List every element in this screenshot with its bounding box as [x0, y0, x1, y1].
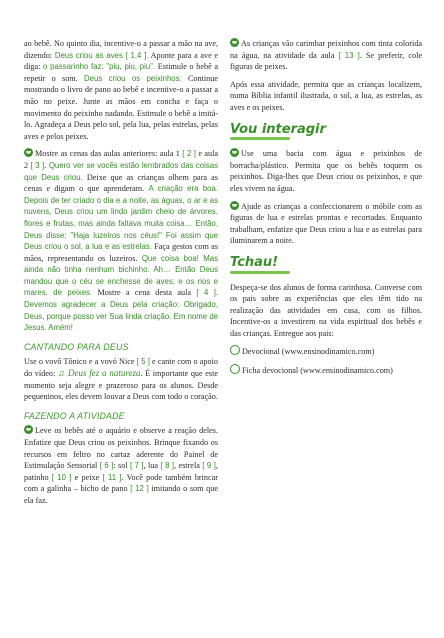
resource-ref: [ 8 ] [160, 461, 175, 471]
child-icon [230, 201, 239, 210]
text: e aula 2 [24, 149, 218, 170]
link-text[interactable]: Devocional (www.ensinodinamico.com) [242, 347, 375, 357]
text: Mostre a cena desta aula [92, 288, 197, 298]
paragraph-basin [230, 148, 422, 194]
paragraph-fifth-day [24, 38, 218, 142]
resource-ref: [ 12 ] [130, 484, 149, 494]
resource-ref: [ 10 ] [51, 472, 72, 482]
highlight-text: Deus criou as aves [ 1.4 ]. [54, 50, 149, 60]
video-title: ♫ Deus fez a natureza [57, 368, 141, 379]
text: e cante com o apoio do vídeo: [24, 357, 218, 379]
resource-ref: [ 11 ] [102, 472, 122, 482]
paragraph-activity [24, 425, 218, 506]
text: . Se preferir, cole figuras de peixes. [230, 50, 422, 72]
text: , lua [143, 461, 161, 471]
text: ao bebê. No quinto dia, incentive-o a passar a mão na ave, dizendo: [24, 39, 218, 60]
section-heading-singing: CANTANDO PARA DEUS [24, 341, 129, 352]
link-icon [230, 345, 240, 355]
text: . É importante que este momento seja alegre e prazeroso para os alunos. Desde pequeninos, eles devem louvar a Deus com todo o coração. [24, 369, 218, 402]
baby-icon [230, 148, 239, 157]
highlight-text: A criação era boa. Depois de ter criado o dia e a noite, as águas, o ar e as nuvens, Deus criou um lindo jardim cheio de árvores, flores e frutas, mas ainda faltava muita coisa… Então, Deus disse: "Haja luzeiros nos céus!" Foi assim que Deus criou o sol, a lua e as estrelas. [24, 184, 218, 252]
highlight-text: Que coisa boa! Mas ainda não tinha nenhum bichinho. Ah… Então Deus mandou que o céu se enchesse de aves; e os rios e mares, de peixes. [24, 253, 218, 298]
text: . Você pode também brincar com a galinha – bicho de pano [24, 472, 218, 494]
text: , estrela [174, 461, 203, 471]
resource-ref: [ 13 ] [338, 50, 360, 60]
text: Leve os bebês até o aquário e observe a reação deles. Enfatize que Deus criou os peixinhos. Brinque fixando os recursos em feltro no cartaz aderente do Painel de Estimulação Sensorial [24, 426, 218, 471]
child-icon [230, 38, 239, 47]
highlight-text: o passarinho faz: "piu, piu, piu". [43, 62, 156, 72]
highlight-text: Deus criou os peixinhos. [84, 73, 182, 83]
text: Continue mostrando o livro de pano ao bebê e incentive-o a passar a mão no peixe. Junte as mãos em concha e faça o movimento do peixinho nadando. Estimule o bebê a imitá-lo. Agradeça a Deus pelo sol, pela lua, pelas estrelas, pelas aves e pelos peixes. [24, 73, 218, 141]
resource-ref: [ 4 ] [196, 288, 216, 298]
baby-icon [24, 425, 33, 434]
link-icon [230, 364, 240, 374]
resource-ref: [ 7 ] [129, 461, 144, 471]
text: As crianças vão carimbar peixinhos com tinta colorida na água, na atividade da aula [230, 39, 422, 60]
resource-ref: [ 5 ] [136, 357, 150, 367]
text: Mostre as cenas das aulas anteriores: aula 1 [35, 149, 183, 159]
text: e peixe [71, 472, 103, 482]
text: Use o vovô Tônico e a vovó Nice [24, 357, 137, 367]
paragraph-stamping [230, 38, 422, 73]
text: Deixe que as crianças olhem para as cenas e digam o que aprenderam. [24, 172, 218, 194]
heading-vou-interagir: Vou interagir [230, 121, 326, 137]
link-ficha-devocional[interactable] [230, 364, 422, 377]
resource-ref: [ 6 ] [99, 461, 114, 471]
baby-icon [24, 148, 33, 157]
resource-ref: [ 2 ] [182, 149, 196, 159]
highlight-text: Quero ver se vocês estão lembrados das coisas que Deus criou. [24, 160, 219, 182]
text: : sol [113, 461, 130, 471]
highlight-text: Devemos agradecer a Deus pela criação: Obrigado, Deus, porque posso ver Sua linda criação. Em nome de Jesus. Amém! [24, 300, 218, 333]
paragraph-bible: Após essa atividade, permita que as crianças localizem, numa Bíblia infantil ilustrada, o sol, a lua, as estrelas, as aves e os peixes. [230, 79, 422, 112]
heading-underline [230, 137, 290, 140]
text: Estimule o bebê a repetir o som. [24, 62, 218, 83]
section-heading-activity: FAZENDO A ATIVIDADE [24, 410, 125, 421]
text: . [44, 160, 49, 170]
heading-tchau: Tchau! [230, 254, 279, 270]
text: , patinho [24, 461, 218, 482]
text: Aponte para a ave e diga: [24, 50, 218, 72]
text: Faça gestos com as mãos, representando os luzeiros. [24, 242, 218, 263]
resource-ref: [ 9 ] [202, 461, 216, 471]
text: imitando o som que ela faz. [24, 484, 218, 505]
paragraph-singing [24, 356, 218, 402]
text: Use uma bacia com água e peixinhos de borracha/plástico. Permita que os bebês toquem os peixinhos. Diga-lhes que Deus criou os peixinhos, e que eles vivem na água. [230, 149, 422, 193]
left-column [24, 38, 218, 513]
link-text[interactable]: Ficha devocional (www.ensinodinamico.com) [242, 366, 393, 376]
paragraph-farewell: Despeça-se dos alunos de forma carinhosa. Converse com os pais sobre as experiências que eles têm tido na realização das atividades em casa, com os filhos. Incentive-os a investirem na vida espiritual dos bebês e das crianças. Entregue aos pais: [230, 282, 422, 338]
link-devocional[interactable] [230, 345, 422, 358]
right-column [230, 38, 422, 383]
text: Ajude as crianças a confeccionarem o móbile com as figuras de lua e estrelas prontas e recortadas. Enquanto trabalham, enfatize que Deus criou a lua e as estrelas para iluminarem a noite. [230, 201, 422, 246]
paragraph-mobile [230, 201, 422, 247]
heading-underline [230, 271, 290, 274]
resource-ref: [ 3 ] [30, 160, 45, 170]
paragraph-previous-scenes [24, 148, 218, 334]
text: . [215, 288, 218, 298]
